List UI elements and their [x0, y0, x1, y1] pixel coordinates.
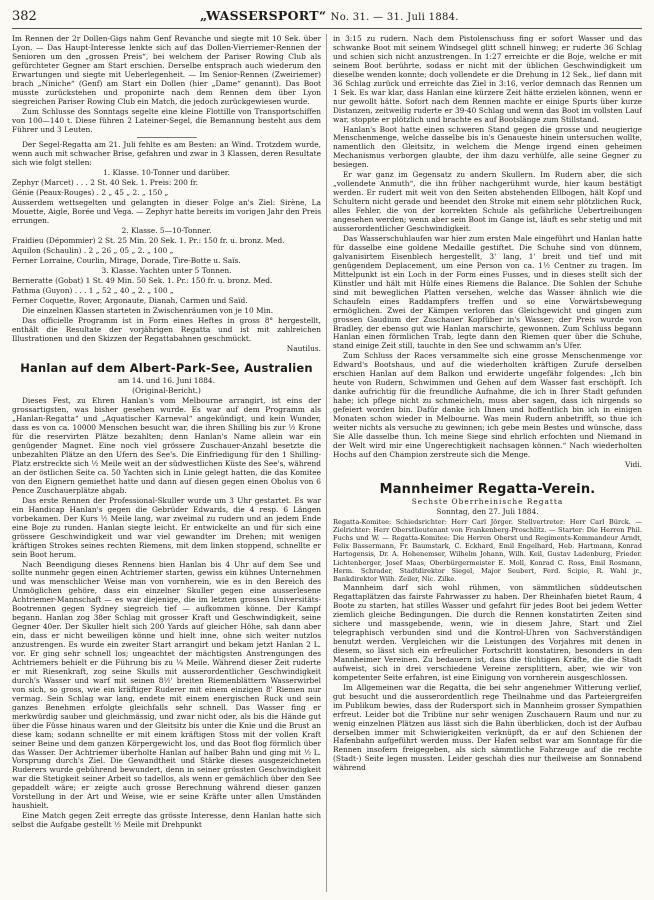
result-line: Aquilon (Schaulin) . 2 „ 26 „ 05 „ 2. „ 100 „	[12, 245, 174, 255]
article-date: Sonntag, den 27. Juli 1884.	[436, 506, 539, 516]
article-source: (Original-Bericht.)	[132, 386, 201, 396]
result-line: Berneratte (Gobat) 1 St. 49 Min. 50 Sek. 1. Pr.: 150 fr. u. bronz. Med.	[12, 275, 273, 285]
paragraph: Ausserdem wettsegelten und gelangten in dieser Folge an's Ziel: Sirène, La Mouette, Aigle, Borée und Vega. — Zephyr hatte bereits im vorigen Jahr den Preis errungen.	[12, 198, 321, 226]
masthead-issue: No. 31. — 31. Juli 1884.	[330, 12, 459, 23]
left-column	[12, 35, 321, 895]
article-title: Mannheimer Regatta-Verein.	[379, 481, 596, 497]
paragraph: Die einzelnen Klassen starteten in Zwischenräumen von je 10 Min.	[22, 305, 274, 315]
result-line: Fathma (Guyon) . . . 1 „ 52 „ 40 „ 2. „ 100 „	[12, 285, 174, 295]
article-title: Hanlan auf dem Albert-Park-See, Australien	[20, 361, 313, 376]
paragraph: Ferner Coquette, Rover, Argonaute, Dianah, Carmen und Saïd.	[12, 295, 248, 305]
paragraph: Zum Schluss der Races versammelte sich eine grosse Menschenmenge vor Edward's Bootshaus, und auf die wiederholten kräftigen Zurufe derselben erschien Hanlan auf dem Balkon und erwiderte ungefähr folgendes: „Ich bin heute von Rudern, Schwimmen und Gehen auf dem Wasser fast erschöpft. Ich danke aufrichtig für die freundliche Aufnahme, die ich in Ihrer Stadt gefunden habe; ich pflege nicht zu schmeicheln, muss aber sagen, dass ich nirgends so gefeiert worden bin. Dafür danke ich Ihnen und hoffentlich bin ich in einigen Monaten schon wieder in Melbourne. Was mein Rudern anbetrifft, so thue ich weiter nichts als versuche zu gewinnen; ich gebe mein Bestes und wünsche, dass Sie Alle dasselbe thun. Ich meine Siege sind ehrlich erfochten und Niemand in der Welt wird mir eine Ungerechtigkeit nachsagen können.“ Nach wiederholten Hochs auf den Champion zerstreute sich die Menge.	[333, 351, 642, 459]
paragraph: in 3:15 zu rudern. Nach dem Pistolenschuss fing er sofort Wasser und das schwanke Boot mit seinem Windsegel glitt schnell hinweg; er ruderte 36 Schlag und schien sich nicht anzustrengen. In 1:27 erreichte er die Boje, welche er mit seinem Boot berührte, sodass er nicht mit der üblichen Geschwindigkeit um dieselbe wenden konnte; doch vollendete er die Drehung in 12 Sek., lief dann mit 36 Schlag zurück und erreichte das Ziel in 3:16, verlor demnach das Rennen um 1 Sek. Es war klar, dass Hanlan eine kürzere Zeit hätte erzielen können, wenn er nur gewollt hätte. Sofort nach dem Rennen machte er einige Spurts über kurze Distanzen, zeitweilig ruderte er 39-40 Schlag und wenn das Boot im vollsten Lauf war, stoppte er plötzlich und brachte es auf Bootslänge zum Stillstand.	[333, 35, 642, 124]
separator-rule	[137, 137, 197, 138]
paragraph: Nach Beendigung dieses Rennens bien Hanlan bis 4 Uhr auf dem See und sollte nunmehr gegen einen Achtriemer starten, gewiss ein kühnes Unternehmen und was menschlicher Weise man von vornherein, wie es in den Bereich des Unmöglichen gehöre, dass ein einzelner Skuller gegen eine ausserlesene Achtriemer-Mannschaft — es war diejenige, die im letzten grossen Universitäts-Bootrennen gegen Sydney siegreich tief — aufkommen könne. Der Kampf begann. Hanlan zog 38er Schlag mit grosser Kraft und Geschwindigkeit, seine Gegner 40er. Der Skuller hielt sich 200 Yards auf gleicher Höhe, sah dann aber ein, dass er nicht beweiligen könne und hielt inne, ohne sich weiter nutzlos anzustrengen. Es wurde ein zweiter Start arrangirt und bekam jetzt Hanlan 2 L. vor. Er ging sehr schnell los; ungeachtet der mächtigsten Anstrengungen des Achtriemers behielt er die Führung bis zu ¼ Meile. Während dieser Zeit ruderte er mit Riesenkraft, zog seine Skulls mit ausserordentlicher Geschwindigkeit durch's Wasser und warf mit seinen 8½' breiten Riemenblättern Wasserwirbel von sich, so gross, wie ein kräftiger Ruderer mit einem einzigen 8' Riemen nur vermag. Sein Schlag war lang, endete mit einem energischen Ruck und sein ganzes Benehmen erfolgte gleichfalls sehr schnell. Das Wasser fing er merkwürdig sauber und gleichmässig, und zwar nicht oder, als bis die Hände gut über die Füsse hinaus waren und der Gleitsitz bis unter die Knie und die Brust an diese kam; sodann schnellte er mit einem kräftigen Stoss mit der vollen Kraft seiner Beine und dem ganzen Körpergewicht los, und das Boot flog förmlich über das Wasser. Der Achtriemer überholte Hanlan auf halber Bahn und ging mit ½ L. Vorsprung durch's Ziel. Die Gewandtheit und Stärke dieses ausgezeichneten Ruderers wurde gebührend bewundert, denn in seiner grössten Geschwindigkeit war die Stetigkeit seiner Arbeit so tadellos, als wenn er gemächlich über den See gepaddelt wäre; er zeigte auch grosse Berechnung während dieser ganzen Vorstellung in der Art und Weise, wie er seine Kräfte unter allen Umständen haushielt.	[12, 559, 321, 811]
paragraph: Das officielle Programm ist in Form eines Heftes in gross 8° hergestellt, enthält die Resultate der vorjährigen Regatta und ist mit zahlreichen Illustrationen und den Skizzen der Regattabahnen geschmückt.	[12, 315, 321, 343]
paragraph: Ferner Lorraine, Courlin, Mirage, Dorade, Tire-Botte u. Saïs.	[12, 255, 241, 265]
paragraph: Eine Match gegen Zeit erregte das grösste Interesse, denn Hanlan hatte sich selbst die Aufgabe gestellt ½ Meile mit Drehpunkt	[12, 811, 321, 830]
columns	[12, 35, 642, 895]
signature: Vidi.	[624, 459, 642, 469]
paragraph: Hanlan's Boot hatte einen schweren Stand gegen die grosse und neugierige Menschenmenge, welche dasselbe bis in's Genaueste hinein untersuchen wollte, namentlich den Gleitsitz, in welchem die Menge irgend einen geheimen Mechanismus verborgen glaubte, der ihm dazu verhülfe, alle seine Gegner zu besiegen.	[333, 124, 642, 170]
article-date: am 14. und 16. Juni 1884.	[118, 376, 215, 386]
paragraph: Mannheim darf sich wohl rühmen, von sämmtlichen süddeutschen Regattaplätzen das fairste Fahrwasser zu haben. Der Rheinhafen bietet Raum, 4 Boote zu starten, hat stilles Wasser und gefahrt für jedes Boot bei jedem Wetter ziemlich gleiche Bedingungen. Die durch die Rennen konstatirten Zeiten sind sichere und massgebende, wenn, wie in diesem Jahre, Start und Ziel telegraphisch verbunden sind und die Kontrol-Uhren von Sachverständigen benutzt werden. Vergleichen wir die Leistungen des Vorjahres mit denen in diesem, so lässt sich ein erfreulicher Fortschritt konstatiren, besonders in den Mannheimer Vereinen. Zu bedauern ist, dass die tüchtigen Kräfte, die die Stadt aufweist, sich in drei verschiedene Vereine zersplittern, aber, wie wir von kompetenter Seite erfahren, ist eine Einigung von vornherein ausgeschlossen.	[333, 583, 642, 682]
class-heading: 3. Klasse. Yachten unter 5 Tonnen.	[101, 265, 232, 275]
result-line: Zephyr (Marcet) . . . 2 St. 40 Sek. 1. Preis: 200 fr.	[12, 178, 198, 188]
paragraph: Das erste Rennen der Professional-Skuller wurde um 3 Uhr gestartet. Es war ein Handicap Hanlan's gegen die Gebrüder Edwards, die 4 resp. 6 Längen vorbekamen. Der Kurs ½ Meile lang, war zweimal zu rudern und an jedem Ende eine Boje zu runden. Hanlan siegte leicht. Er entwickelte an und für sich eine grössere Geschwindigkeit und war viel gewandter im Drehen; mit wenigen kräftigen Strokes seines rechten Riemens, mit dem linken stoppend, schnellte er sein Boot herum.	[12, 495, 321, 559]
right-column	[333, 35, 642, 895]
class-heading: 1. Klasse. 10-Tonner und darüber.	[103, 168, 230, 178]
spacer	[333, 471, 642, 480]
paragraph: Dieses Fest, zu Ehren Hanlan's vom Melbourne arrangirt, ist eins der grossartigsten, was bisher gesehen wurde. Es war auf dem Programm als „Hanlan-Regatta“ und „Aquatischer Karneval“ angekündigt, und kein Wunder, dass es von ca. 10000 Menschen besucht war, die ihren Shilling bis zur ½ Krone für die reservirten Plätze bezahlten; denn Hanlan's Name allein war ein genügender Magnet. Eine noch viel grössere Zuschauer-Anzahl besetzte die unbezahlten Plätze an den Ufern des See's. Die Einfriedigung für den 1 Shilling-Platz erstreckte sich ½ Meile weit an der südwestlichen Küste des See's, während an der östlichen Seite ca. 50 Yachten sich in Linie gelegt hatten, die das Komitee von den Eignern gemiethet hatte und dann auf diesen gegen einen Obolus von 6 Pence Zuschauerplätze abgab.	[12, 396, 321, 495]
column-divider	[326, 34, 327, 892]
signature: Nautilus.	[286, 343, 321, 353]
paragraph: Das Wasserschuhlaufen war hier zum ersten Male eingeführt und Hanlan hatte für dasselbe eine goldene Medaille gestiftet. Die Schuhe sind von dünnem, galvanisirtem Eisenblech hergestellt, 3' lang, 1' breit und tief und mit genügendem Deplacement, um eine Person von ca. 1½ Centner zu tragen. Im Mittelpunkt ist ein Loch in der Form eines Fusses, und in dieses stellt sich der Künstler und hält mit Hülfe eines Riemens die Balance. Die Sohlen der Schuhe sind mit beweglichen Platten versehen, welche das Wasser ähnlich wie die Schaufeln eines Raddampfers treffen und so eine Vorwärtsbewegung ermöglichen. Zwei der Kämpen verloren das Gleichgewicht und gingen zum grossen Gaudium der Zuschauer Kopfüber in's Wasser; der Preis wurde von Bradley, der ebenso gut wie Hanlan marschirte, gewonnen. Zum Schluss begann Hanlan einen förmlichen Trab, legte dann den Riemen quer über die Schuhe, stand einige Zeit still, tauchte in den See und schwamm an's Ufer.	[333, 233, 642, 351]
paragraph: Er war ganz im Gegensatz zu andern Skullern. Im Rudern aber, die sich „vollendete Anmuth“, die ihn früher nachgerühmt wurde, hier kaum bestätigt werden. Er rudert mit weit von den Seiten abstehenden Ellbogen, hält Kopf und Schultern nicht gerade und beendet den Stroke mit einem sehr plötzlichen Ruck, alles Fehler, die von der korrekten Schule als gefährliche Uebertreibungen angesehen werden; wenn aber sein Boot im Gange ist, läuft es sehr stetig und mit ausserordentlicher Geschwindigkeit.	[333, 170, 642, 234]
paragraph: Im Rennen der 2r Dollen-Gigs nahm Genf Revanche und siegte mit 10 Sek. über Lyon. — Das Haupt-Interesse lenkte sich auf das Dollen-Vierriemer-Rennen der Senioren um den „grossen Preis“, bei welchem der Pariser Rowing Club als gefürchteter Gegner am Start erschien. Derselbe entsprach auch wiederum den Erwartungen und siegte mit Ueberlegenheit. — Im Senior-Rennen (Zweiriemer) brach „Niniche“ (Genf) am Start ein Dollen (hier „Dame“ genannt). Das Boot musste zurückstehen und proponirte nach dem Rennen dem über Lyon siegreichen Pariser Rowing Club ein Match, die jedoch zurückgewiesen wurde.	[12, 35, 321, 106]
paragraph: Zum Schlusse des Sonntags segelte eine kleine Flottille von Transportschiffen von 100—140 t. Diese führen 2 Lateiner-Segel, die Bemannung besteht aus dem Führer und 3 Leuten.	[12, 106, 321, 134]
page-header	[12, 8, 642, 29]
result-line: Génie (Peaux-Rouges) . 2 „ 45 „ 2. „ 150 „	[12, 188, 169, 198]
committee-list: Regatta-Komitee: Schiedsrichter: Herr Carl Jörger. Stellvertreter: Herr Carl Bürck. — Zielrichter: Herr Oberstlieutenant von Frankenberg-Proschlitz. — Starter: Die Herren Phil. Fuchs und W. — Regatta-Komitee: Die Herren Oberst und Regiments-Kommandeur Arndt, Felix Bassermann, Fr. Baumstark, C. Eckhard, Emil Engelhard, Heb. Hartmann, Konrad Hartogensis, Dr. A. Hohenemser, Wilhelm Johann, Wilh. Keil, Gustav Ladenburg, Frieder. Lichtenberger, Josef Maas, Oberbürgermeister E. Moll, Konrad C. Ross, Emil Rosmann, Herm. Schrader, Stadtdirektor Siegel, Major Seubert, Ferd. Scipio, R. Wahl jr., Bankdirektor Wilh. Zeiler, Nic. Zilke.	[333, 517, 642, 584]
result-line: Fraidieu (Dépommier) 2 St. 25 Min. 20 Sek. 1. Pr.: 150 fr. u. bronz. Med.	[12, 236, 285, 246]
masthead-title: „WASSERSPORT“	[200, 8, 327, 23]
class-heading: 2. Klasse. 5—10-Tonner.	[121, 226, 212, 236]
article-subtitle: Sechste Oberrheinische Regatta	[411, 496, 564, 506]
masthead	[200, 8, 459, 23]
spacer	[12, 354, 321, 359]
paragraph: Der Segel-Regatta am 21. Juli fehlte es am Besten: an Wind. Trotzdem wurde, wenn auch mit schwacher Brise, gefahren und zwar in 3 Klassen, deren Resultate sich wie folgt stellen:	[12, 140, 321, 168]
paragraph: Im Allgemeinen war die Regatta, die bei sehr angenehmer Witterung verlief, gut besucht und die ausserordentlich rege Theilnahme und das Parteiergreifen im Publikum bewies, dass der Rudersport sich in Mannheim grosser Sympathien erfreut. Leider bot die Tribüne nur sehr wenigen Zuschauern Raum und nur zu wenig einzelnen Plätzen aus lässt sich die Bahn überblicken, doch ist der Aufbau derselben immer mit Schwierigkeiten verknüpft, da er auf den Schienen der Hafenbahn aufgeführt werden muss. Der Hafen selbst war am Sonntage für die Rennen insofern freigegeben, als sich sämmtliche Fahrzeuge auf die rechte (Stadt-) Seite legen mussten. Leider geschah dies nur theilweise am Sonnabend während	[333, 682, 642, 773]
page-number: 382	[12, 9, 37, 24]
